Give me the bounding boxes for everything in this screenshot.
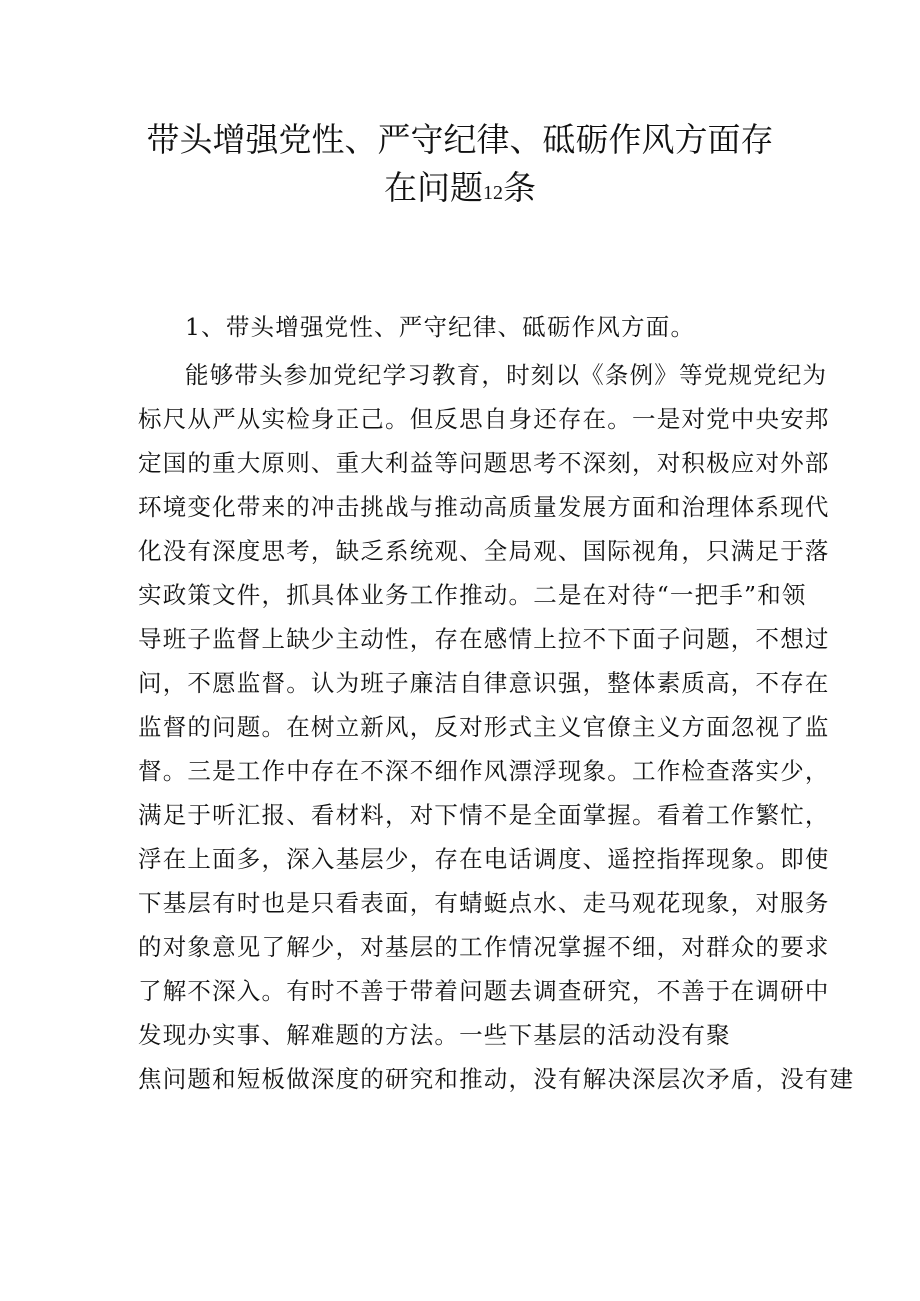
document-title	[130, 116, 790, 217]
paragraph-line: 化没有深度思考，缺乏系统观、全局观、国际视角，只满足于落	[138, 537, 830, 565]
paragraph-line: 监督的问题。在树立新风，反对形式主义官僚主义方面忽视了监	[138, 713, 830, 741]
paragraph-line: 环境变化带来的冲击挑战与推动高质量发展方面和治理体系现代	[138, 493, 830, 521]
paragraph-line: 浮在上面多，深入基层少，存在电话调度、遥控指挥现象。即使	[138, 845, 830, 873]
title-line-2-prefix: 在问题	[384, 168, 483, 207]
body-paragraph	[138, 353, 855, 1101]
paragraph-line: 导班子监督上缺少主动性，存在感情上拉不下面子问题，不想过	[138, 625, 830, 653]
title-issue-count: 12	[483, 182, 503, 204]
paragraph-line: 问，不愿监督。认为班子廉洁自律意识强，整体素质高，不存在	[138, 669, 830, 697]
paragraph-line: 焦问题和短板做深度的研究和推动，没有解决深层次矛盾，没有建	[138, 1065, 855, 1093]
paragraph-line: 的对象意见了解少，对基层的工作情况掌握不细，对群众的要求	[138, 933, 830, 961]
paragraph-line: 实政策文件，抓具体业务工作推动。二是在对待“一把手”和领	[138, 581, 807, 609]
paragraph-line: 满足于听汇报、看材料，对下情不是全面掌握。看着工作繁忙，	[138, 801, 830, 829]
paragraph-line: 发现办实事、解难题的方法。一些下基层的活动没有聚	[138, 1021, 731, 1049]
title-line-2-suffix: 条	[503, 168, 536, 207]
title-line-2	[130, 164, 790, 217]
title-line-1: 带头增强党性、严守纪律、砥砺作风方面存	[146, 120, 774, 159]
paragraph-line: 督。三是工作中存在不深不细作风漂浮现象。工作检查落实少，	[138, 757, 830, 785]
paragraph-line: 定国的重大原则、重大利益等问题思考不深刻，对积极应对外部	[138, 449, 830, 477]
paragraph-line: 能够带头参加党纪学习教育，时刻以《条例》等党规党纪为	[185, 361, 828, 389]
paragraph-line: 标尺从严从实检身正己。但反思自身还存在。一是对党中央安邦	[138, 405, 830, 433]
paragraph-line: 下基层有时也是只看表面，有蜻蜓点水、走马观花现象，对服务	[138, 889, 830, 917]
section-heading: 1、带头增强党性、严守纪律、砥砺作风方面。	[185, 313, 696, 341]
paragraph-line: 了解不深入。有时不善于带着问题去调查研究，不善于在调研中	[138, 977, 830, 1005]
